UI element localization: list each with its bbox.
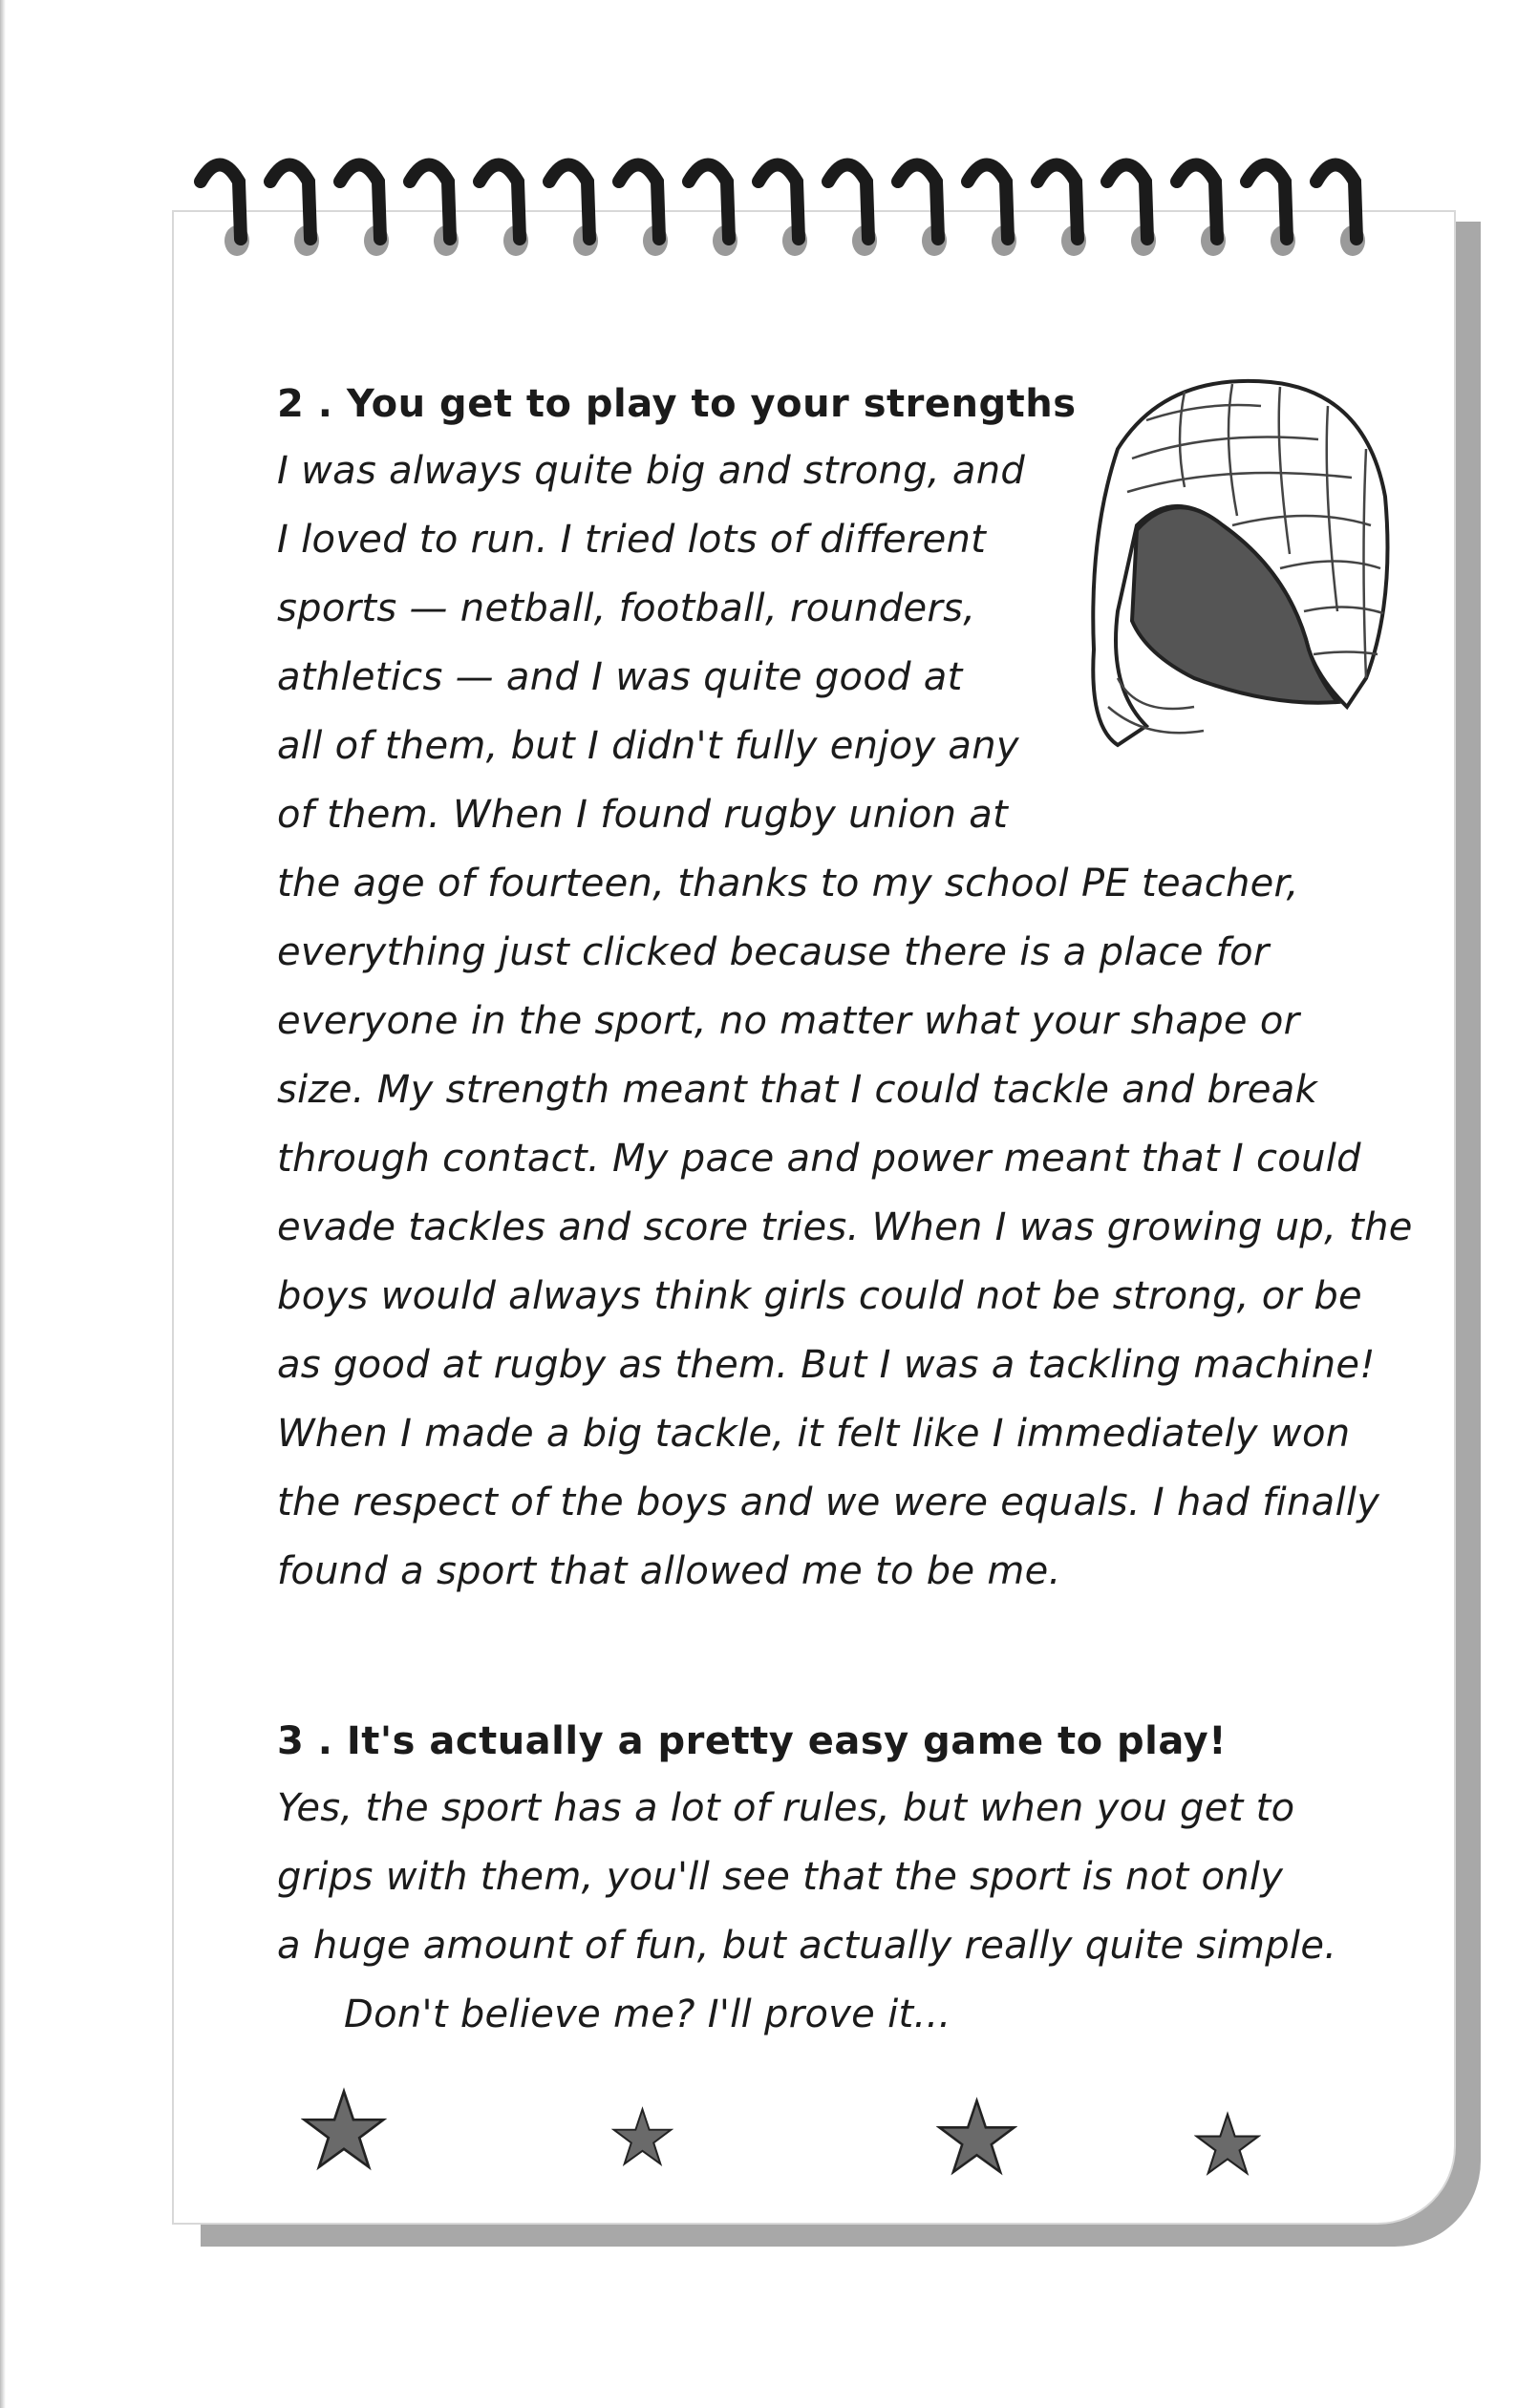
text-line: When I made a big tackle, it felt like I immediately won <box>277 1412 1351 1456</box>
text-line: I was always quite big and strong, and <box>277 449 1026 493</box>
text-line: through contact. My pace and power meant that I could <box>277 1137 1361 1181</box>
text-line: the age of fourteen, thanks to my school PE teacher, <box>277 862 1299 906</box>
text-line: Yes, the sport has a lot of rules, but when you get to <box>277 1786 1295 1830</box>
text-line: size. My strength meant that I could tackle and break <box>277 1068 1318 1112</box>
text-line: everyone in the sport, no matter what your shape or <box>277 999 1300 1043</box>
text-line: I loved to run. I tried lots of different <box>277 518 987 562</box>
star-icon <box>936 2097 1017 2178</box>
star-icon <box>611 2106 673 2168</box>
section-2-heading: 2 . You get to play to your strengths <box>277 382 1077 426</box>
star-icon <box>301 2087 387 2173</box>
text-line: as good at rugby as them. But I was a tackling machine! <box>277 1343 1376 1387</box>
text-line: of them. When I found rugby union at <box>277 793 1009 837</box>
star-icon <box>1194 2111 1261 2178</box>
spiral-binding-icon <box>172 143 1414 287</box>
text-line: found a sport that allowed me to be me. <box>277 1549 1061 1593</box>
text-line: evade tackles and score tries. When I was growing up, the <box>277 1205 1413 1249</box>
page-edge <box>0 0 6 2408</box>
text-line: athletics — and I was quite good at <box>277 655 963 699</box>
text-line: a huge amount of fun, but actually really quite simple. <box>277 1924 1337 1968</box>
text-line: grips with them, you'll see that the sport is not only <box>277 1855 1284 1899</box>
text-line: Don't believe me? I'll prove it... <box>344 1992 951 2036</box>
section-3-heading: 3 . It's actually a pretty easy game to play! <box>277 1719 1227 1763</box>
text-line: boys would always think girls could not be strong, or be <box>277 1274 1362 1318</box>
text-line: everything just clicked because there is a place for <box>277 930 1270 974</box>
text-line: all of them, but I didn't fully enjoy any <box>277 724 1019 768</box>
scrum-cap-icon <box>1079 363 1395 764</box>
text-line: sports — netball, football, rounders, <box>277 586 976 630</box>
text-line: the respect of the boys and we were equals. I had finally <box>277 1481 1380 1524</box>
